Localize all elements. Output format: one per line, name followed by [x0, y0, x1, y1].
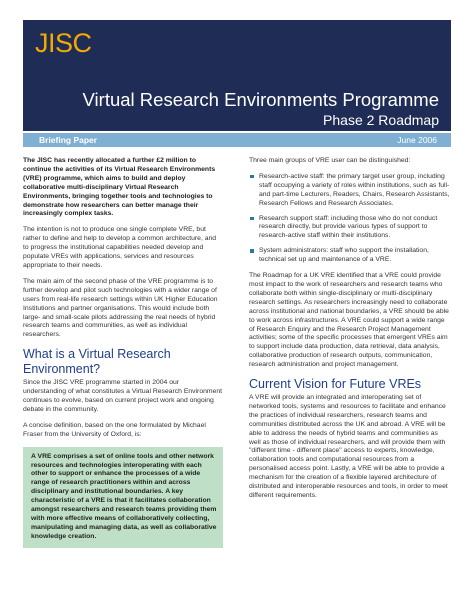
paragraph-since: Since the JISC VRE programme started in 2004 our understanding of what constitutes a Virtual Research Environment continues to evolve, based on current project work and ongoing debate in the community.	[23, 379, 222, 413]
briefing-label: Briefing Paper	[39, 134, 98, 145]
paragraph-roadmap: The Roadmap for a UK VRE identified that a VRE could provide most impact to the work of researchers and research teams who collaborate both within single-disciplinary or multi-disciplinary research settings. As researchers increasingly need to collaborate across institutional and national boundaries, a VRE should be able to work across infrastructures. A VRE could support a wide range of Research Enquiry and the Research Project Management activities; some of the specific processes that emergent VREs aim to support include data production, data retrieval, data analysis, collaborative production of research outputs, communication, research administration and project management.	[249, 272, 449, 369]
user-group-list	[249, 173, 451, 265]
bullet-square-icon	[250, 217, 254, 221]
heading-what-is-vre: What is a Virtual Research Environment?	[23, 347, 171, 377]
paragraph-user-groups: Three main groups of VRE user can be distinguished:	[249, 157, 411, 164]
header-banner	[23, 20, 451, 131]
briefing-date: June 2006	[397, 134, 437, 145]
paragraph-main-aim: The main aim of the second phase of the VRE programme is to further develop and pilot such technologies with a wider range of users from real-life research settings within UK Higher Education Institutions and partner organisations. This would include both large- and small-scale pilots addressing the real needs of hybrid research teams and communities, as well as individual researchers.	[23, 277, 218, 339]
list-item-text: Research-active staff: the primary target user group, including staff occupying a variety of roles within institutions, such as full- and part-time Lecturers, Readers, Chairs, Research Assistants, Research Fellows and Research Associates.	[259, 172, 450, 207]
page-title: Virtual Research Environments Programme	[82, 89, 439, 110]
page-subtitle: Phase 2 Roadmap	[323, 112, 439, 128]
paragraph-definition-intro: A concise definition, based on the one formulated by Michael Fraser from the University of Oxford, is:	[23, 421, 206, 438]
bullet-square-icon	[250, 249, 254, 253]
left-column	[23, 157, 223, 548]
bullet-square-icon	[250, 175, 254, 179]
jisc-logo: JISC	[35, 28, 92, 58]
definition-callout: A VRE comprises a set of online tools and other network resources and technologies interoperating with each other to support or enhance the processes of a wide range of research practitioners within and across disciplinary and institutional boundaries. A key characteristic of a VRE is that it facilitates collaboration amongst researchers and research teams providing them with more effective means of collaboratively collecting, manipulating and managing data, as well as collaborative knowledge creation.	[23, 447, 223, 548]
briefing-band	[23, 133, 451, 147]
right-column	[249, 157, 451, 508]
paragraph-intention: The intention is not to produce one single complete VRE, but rather to define and help to develop a common architecture, and to progress the institutional capabilities needed develop and populate VREs with applications, services and resources appropriate to their needs.	[23, 226, 217, 269]
list-item	[249, 215, 451, 242]
list-item-text: Research support staff: including those who do not conduct research directly, but provide various types of support to research-active staff within their institutions.	[259, 214, 438, 240]
list-item-text: System administrators: staff who support the installation, technical set up and maintenance of a VRE.	[259, 247, 429, 264]
lead-paragraph: The JISC has recently allocated a further £2 million to continue the activities of its Virtual Research Environments (VRE) programme, which aims to build and deploy collaborative multi-disciplinary Virtual Research Environments, bringing together tools and technologies to demonstrate how researchers can better manage their increasingly complex tasks.	[23, 157, 216, 218]
heading-current-vision: Current Vision for Future VREs	[249, 377, 422, 392]
list-item	[249, 247, 451, 265]
paragraph-vision: A VRE will provide an integrated and interoperating set of networked tools, systems and resources to facilitate and enhance the practices of individual researchers, research teams and communities distributed across the UK and abroad. A VRE will be able to address the needs of hybrid teams and communities as well as those of individual researchers, and will provide them with "different time - different place" access to experts, knowledge, collaboration tools and computational resources from a personalised access point. Lastly, a VRE will be able to provide a mechanism for the creation of a flexible layered architecture of distributed and interoperable resources and tools, in order to meet different requirements.	[249, 394, 448, 499]
list-item	[249, 173, 451, 209]
